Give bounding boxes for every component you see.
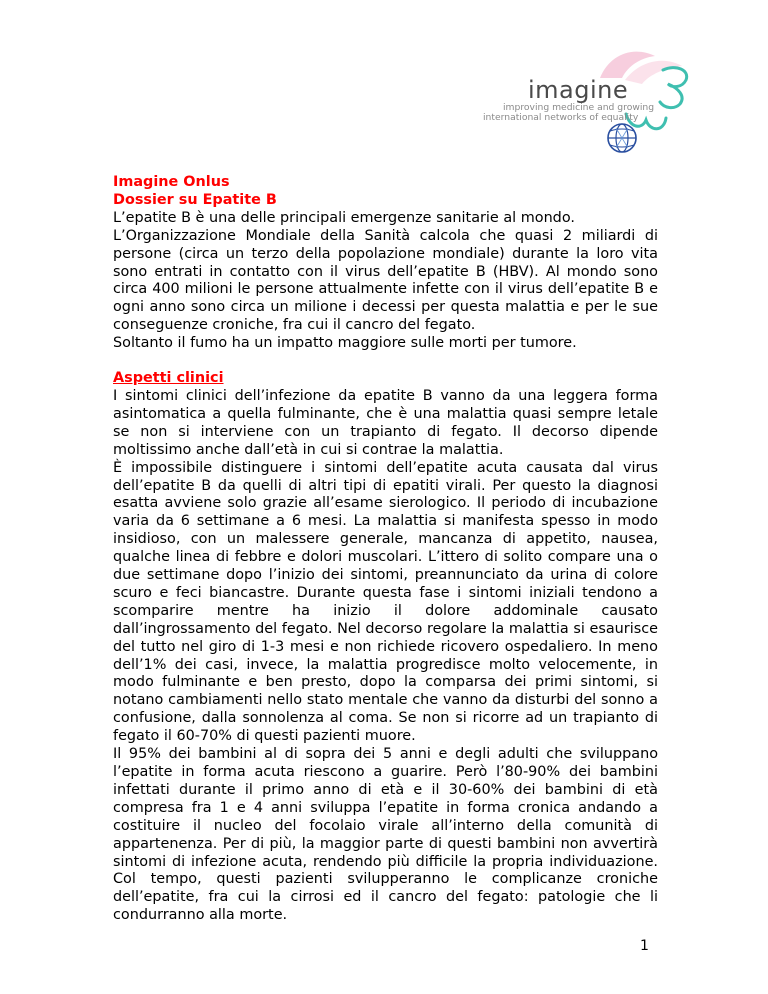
section-paragraph-2: È impossibile distinguere i sintomi dell’epatite acuta causata dal virus dell’epatite B da quelli di altri tipi di epatiti virali. Per questo la diagnosi esatta avviene solo grazie all’esame sierologico. Il periodo di incubazione varia da 6 settimane a 6 mesi. La malattia si manifesta spesso in modo insidioso, con un malessere generale, mancanza di appetito, nausea, qualche linea di febbre e dolori muscolari. L’ittero di solito compare una o due settimane dopo l’inizio dei sintomi, preannunciato da urina di colore scuro e feci biancastre. Durante questa fase i sintomi iniziali tendono a scomparire mentre ha inizio il dolore addominale causato dall’ingrossamento del fegato. Nel decorso regolare la malattia si esaurisce del tutto nel giro di 1-3 mesi e non richiede ricovero ospedaliero. In meno dell’1% dei casi, invece, la malattia progredisce molto velocemente, in modo fulminante e ben presto, dopo la comparsa dei primi sintomi, si notano cambiamenti nello stato mentale che vanno da disturbi del sonno a confusione, dalla sonnolenza al coma. Se non si ricorre ad un trapianto di fegato il 60-70% di questi pazienti muore. — [113, 459, 658, 745]
section-paragraph-1: I sintomi clinici dell’infezione da epatite B vanno da una leggera forma asintomatica a quella fulminante, che è una malattia quasi sempre letale se non si interviene con un trapianto di fegato. Il decorso dipende moltissimo anche dall’età in cui si contrae la malattia. — [113, 387, 658, 458]
intro-paragraph-2: L’Organizzazione Mondiale della Sanità calcola che quasi 2 miliardi di persone (circa un terzo della popolazione mondiale) durante la loro vita sono entrati in contatto con il virus dell’epatite B (HBV). Al mondo sono circa 400 milioni le persone attualmente infette con il virus dell’epatite B e ogni anno sono circa un milione i decessi per questa malattia e per le sue conseguenze croniche, fra cui il cancro del fegato. — [113, 227, 658, 334]
logo-tagline — [483, 103, 654, 123]
intro-paragraph-3: Soltanto il fumo ha un impatto maggiore sulle morti per tumore. — [113, 335, 577, 352]
logo-tagline-line-2: international networks of equality — [483, 112, 639, 123]
document-body — [113, 174, 658, 925]
section-paragraph-3: Il 95% dei bambini al di sopra dei 5 anni e degli adulti che sviluppano l’epatite in forma acuta riescono a guarire. Però l’80-90% dei bambini infettati durante il primo anno di età e il 30-60% dei bambini di età compresa fra 1 e 4 anni sviluppa l’epatite in forma cronica andando a costituire il nucleo del focolaio virale all’interno della comunità di appartenenza. Per di più, la maggior parte di questi bambini non avvertirà sintomi di infezione acuta, rendendo più difficile la propria individuazione. Col tempo, questi pazienti svilupperanno le complicanze croniche dell’epatite, fra cui la cirrosi ed il cancro del fegato: patologie che li condurranno alla morte. — [113, 746, 658, 924]
intro-paragraph-1: L’epatite B è una delle principali emergenze sanitarie al mondo. — [113, 209, 575, 226]
page-number: 1 — [640, 938, 649, 954]
document-title: Dossier su Epatite B — [113, 191, 277, 208]
organization-heading: Imagine Onlus — [113, 174, 230, 190]
imagine-logo — [450, 48, 710, 158]
section-heading: Aspetti clinici — [113, 370, 224, 387]
logo-tagline-line-1: improving medicine and growing — [503, 102, 655, 113]
logo-word: imagine — [528, 76, 629, 104]
spacer — [113, 353, 658, 370]
